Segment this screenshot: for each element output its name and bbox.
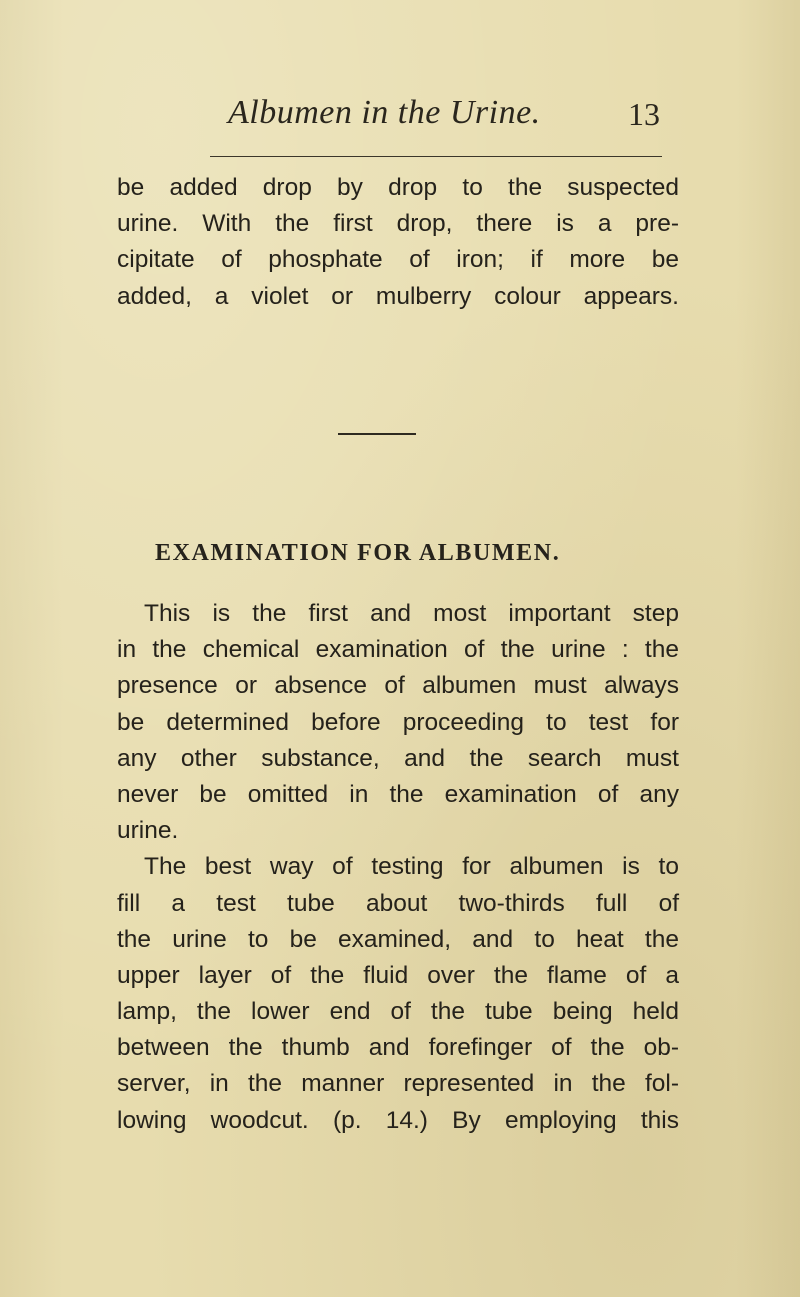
text-line: the urine to be examined, and to heat the: [117, 925, 679, 953]
text-line: cipitate of phosphate of iron; if more be: [117, 246, 679, 274]
header-rule: [210, 156, 662, 157]
text-line: be added drop by drop to the suspected: [117, 174, 679, 201]
text-line: upper layer of the fluid over the flame of a: [117, 961, 679, 989]
text-line: never be omitted in the examination of any: [117, 780, 679, 808]
running-head: [0, 94, 800, 142]
paragraph-albumen-importance: [117, 596, 679, 849]
text-line: between the thumb and forefinger of the ob-: [117, 1034, 679, 1062]
section-body: [117, 596, 679, 1139]
text-line: server, in the manner represented in the fol-: [117, 1070, 679, 1098]
running-title: Albumen in the Urine.: [228, 94, 541, 131]
text-line: be determined before proceeding to test for: [117, 708, 679, 736]
section-divider: [338, 433, 416, 435]
text-line: any other substance, and the search must: [117, 744, 679, 772]
section-heading: EXAMINATION FOR ALBUMEN.: [155, 540, 561, 566]
text-line: urine. With the first drop, there is a pre-: [117, 210, 679, 238]
text-line: in the chemical examination of the urine : the: [117, 636, 679, 664]
text-line: added, a violet or mulberry colour appears.: [117, 282, 679, 310]
paragraph-continuation: [117, 170, 679, 315]
text-line: lowing woodcut. (p. 14.) By employing this: [117, 1106, 679, 1134]
text-line: urine.: [117, 817, 179, 845]
text-line: The best way of testing for albumen is to: [144, 853, 679, 881]
page-number: 13: [628, 96, 660, 132]
text-line: presence or absence of albumen must always: [117, 672, 679, 700]
text-line: lamp, the lower end of the tube being held: [117, 998, 679, 1026]
paragraph-testing-method: [117, 849, 679, 1139]
text-line: fill a test tube about two-thirds full of: [117, 889, 679, 917]
text-line: This is the first and most important step: [144, 600, 679, 627]
